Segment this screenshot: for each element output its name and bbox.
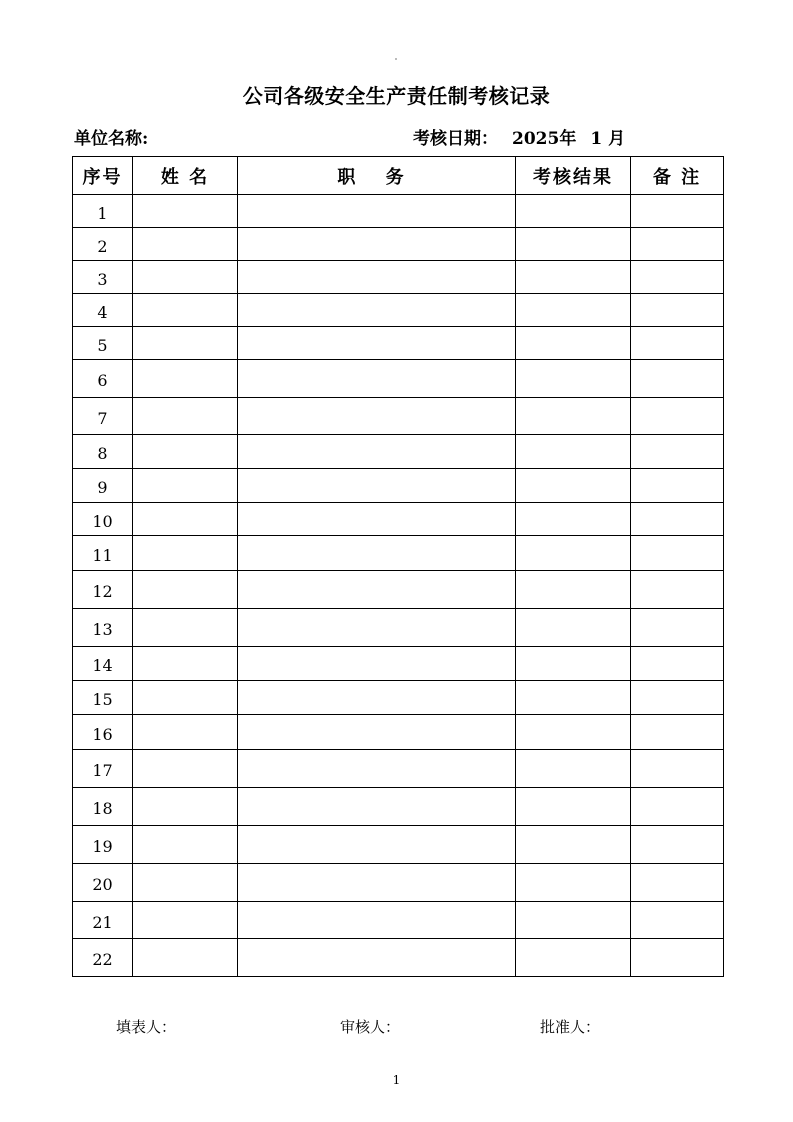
cell-seq: 16 bbox=[73, 715, 133, 750]
cell-position[interactable] bbox=[238, 536, 516, 571]
cell-seq: 2 bbox=[73, 228, 133, 261]
cell-result[interactable] bbox=[516, 536, 631, 571]
table-row bbox=[73, 939, 724, 977]
cell-position[interactable] bbox=[238, 435, 516, 469]
cell-name[interactable] bbox=[133, 681, 238, 715]
table-row bbox=[73, 681, 724, 715]
cell-position[interactable] bbox=[238, 503, 516, 536]
cell-seq: 10 bbox=[73, 503, 133, 536]
cell-result[interactable] bbox=[516, 864, 631, 902]
table-row bbox=[73, 571, 724, 609]
table-row bbox=[73, 715, 724, 750]
table-row bbox=[73, 294, 724, 327]
cell-remarks[interactable] bbox=[631, 261, 724, 294]
cell-name[interactable] bbox=[133, 864, 238, 902]
cell-seq: 3 bbox=[73, 261, 133, 294]
cell-result[interactable] bbox=[516, 788, 631, 826]
cell-remarks[interactable] bbox=[631, 750, 724, 788]
cell-remarks[interactable] bbox=[631, 469, 724, 503]
cell-remarks[interactable] bbox=[631, 864, 724, 902]
assessment-table bbox=[72, 156, 724, 977]
cell-name[interactable] bbox=[133, 360, 238, 398]
cell-name[interactable] bbox=[133, 469, 238, 503]
date-label: 考核日期： bbox=[413, 129, 498, 149]
cell-name[interactable] bbox=[133, 261, 238, 294]
cell-seq: 18 bbox=[73, 788, 133, 826]
cell-result[interactable] bbox=[516, 571, 631, 609]
date-year: 2025年 bbox=[512, 129, 577, 149]
table-row bbox=[73, 195, 724, 228]
cell-seq: 5 bbox=[73, 327, 133, 360]
cell-remarks[interactable] bbox=[631, 360, 724, 398]
cell-remarks[interactable] bbox=[631, 294, 724, 327]
header-seq: 序号 bbox=[73, 157, 133, 195]
cell-position[interactable] bbox=[238, 826, 516, 864]
table-row bbox=[73, 788, 724, 826]
date-month: 1 月 bbox=[590, 129, 626, 149]
cell-result[interactable] bbox=[516, 228, 631, 261]
cell-remarks[interactable] bbox=[631, 571, 724, 609]
table-row bbox=[73, 469, 724, 503]
cell-position[interactable] bbox=[238, 469, 516, 503]
cell-remarks[interactable] bbox=[631, 609, 724, 647]
cell-remarks[interactable] bbox=[631, 647, 724, 681]
cell-remarks[interactable] bbox=[631, 195, 724, 228]
document-title: 公司各级安全生产责任制考核记录 bbox=[242, 84, 551, 108]
cell-result[interactable] bbox=[516, 902, 631, 939]
cell-name[interactable] bbox=[133, 294, 238, 327]
cell-name[interactable] bbox=[133, 503, 238, 536]
approver-signature-label: 批准人： bbox=[540, 1018, 601, 1036]
cell-seq: 14 bbox=[73, 647, 133, 681]
cell-name[interactable] bbox=[133, 750, 238, 788]
cell-result[interactable] bbox=[516, 327, 631, 360]
cell-position[interactable] bbox=[238, 398, 516, 435]
cell-seq: 17 bbox=[73, 750, 133, 788]
cell-name[interactable] bbox=[133, 435, 238, 469]
cell-result[interactable] bbox=[516, 360, 631, 398]
cell-seq: 7 bbox=[73, 398, 133, 435]
cell-result[interactable] bbox=[516, 750, 631, 788]
table-row bbox=[73, 503, 724, 536]
cell-result[interactable] bbox=[516, 435, 631, 469]
cell-remarks[interactable] bbox=[631, 398, 724, 435]
cell-name[interactable] bbox=[133, 826, 238, 864]
cell-name[interactable] bbox=[133, 327, 238, 360]
cell-name[interactable] bbox=[133, 228, 238, 261]
cell-result[interactable] bbox=[516, 647, 631, 681]
cell-result[interactable] bbox=[516, 294, 631, 327]
cell-result[interactable] bbox=[516, 261, 631, 294]
cell-seq: 13 bbox=[73, 609, 133, 647]
cell-seq: 20 bbox=[73, 864, 133, 902]
cell-position[interactable] bbox=[238, 750, 516, 788]
cell-remarks[interactable] bbox=[631, 435, 724, 469]
cell-result[interactable] bbox=[516, 681, 631, 715]
cell-name[interactable] bbox=[133, 571, 238, 609]
cell-name[interactable] bbox=[133, 788, 238, 826]
cell-position[interactable] bbox=[238, 294, 516, 327]
cell-name[interactable] bbox=[133, 536, 238, 571]
header-position: 职 务 bbox=[238, 157, 516, 195]
table-row bbox=[73, 864, 724, 902]
table-row bbox=[73, 647, 724, 681]
table-row bbox=[73, 228, 724, 261]
assessment-date bbox=[413, 124, 625, 149]
cell-remarks[interactable] bbox=[631, 536, 724, 571]
table-row bbox=[73, 609, 724, 647]
cell-seq: 22 bbox=[73, 939, 133, 977]
cell-position[interactable] bbox=[238, 864, 516, 902]
cell-result[interactable] bbox=[516, 503, 631, 536]
cell-name[interactable] bbox=[133, 609, 238, 647]
scan-dot bbox=[395, 58, 397, 60]
cell-result[interactable] bbox=[516, 715, 631, 750]
table-row bbox=[73, 902, 724, 939]
cell-result[interactable] bbox=[516, 609, 631, 647]
cell-position[interactable] bbox=[238, 228, 516, 261]
cell-remarks[interactable] bbox=[631, 327, 724, 360]
table-row bbox=[73, 536, 724, 571]
cell-seq: 9 bbox=[73, 469, 133, 503]
cell-result[interactable] bbox=[516, 195, 631, 228]
page-number: 1 bbox=[392, 1073, 401, 1087]
table-row bbox=[73, 327, 724, 360]
cell-seq: 19 bbox=[73, 826, 133, 864]
cell-position[interactable] bbox=[238, 715, 516, 750]
cell-result[interactable] bbox=[516, 826, 631, 864]
table-row bbox=[73, 360, 724, 398]
cell-remarks[interactable] bbox=[631, 715, 724, 750]
cell-remarks[interactable] bbox=[631, 681, 724, 715]
cell-result[interactable] bbox=[516, 469, 631, 503]
cell-position[interactable] bbox=[238, 788, 516, 826]
cell-name[interactable] bbox=[133, 398, 238, 435]
cell-position[interactable] bbox=[238, 360, 516, 398]
cell-remarks[interactable] bbox=[631, 228, 724, 261]
table-row bbox=[73, 398, 724, 435]
cell-remarks[interactable] bbox=[631, 939, 724, 977]
cell-position[interactable] bbox=[238, 939, 516, 977]
cell-name[interactable] bbox=[133, 902, 238, 939]
cell-seq: 1 bbox=[73, 195, 133, 228]
cell-name[interactable] bbox=[133, 647, 238, 681]
unit-name-label: 单位名称: bbox=[74, 129, 149, 149]
table-header-row bbox=[73, 157, 724, 195]
reviewer-signature-label: 审核人： bbox=[340, 1018, 401, 1036]
cell-seq: 8 bbox=[73, 435, 133, 469]
cell-name[interactable] bbox=[133, 195, 238, 228]
cell-position[interactable] bbox=[238, 902, 516, 939]
cell-position[interactable] bbox=[238, 195, 516, 228]
table-body bbox=[73, 195, 724, 977]
cell-seq: 15 bbox=[73, 681, 133, 715]
cell-seq: 11 bbox=[73, 536, 133, 571]
table-row bbox=[73, 826, 724, 864]
cell-position[interactable] bbox=[238, 647, 516, 681]
cell-remarks[interactable] bbox=[631, 503, 724, 536]
cell-position[interactable] bbox=[238, 571, 516, 609]
table-row bbox=[73, 750, 724, 788]
cell-result[interactable] bbox=[516, 939, 631, 977]
table-row bbox=[73, 261, 724, 294]
cell-result[interactable] bbox=[516, 398, 631, 435]
header-result: 考核结果 bbox=[516, 157, 631, 195]
cell-name[interactable] bbox=[133, 715, 238, 750]
cell-seq: 6 bbox=[73, 360, 133, 398]
cell-position[interactable] bbox=[238, 681, 516, 715]
cell-position[interactable] bbox=[238, 609, 516, 647]
cell-position[interactable] bbox=[238, 261, 516, 294]
filler-signature-label: 填表人： bbox=[116, 1018, 177, 1036]
header-name: 姓 名 bbox=[133, 157, 238, 195]
cell-seq: 12 bbox=[73, 571, 133, 609]
cell-position[interactable] bbox=[238, 327, 516, 360]
cell-remarks[interactable] bbox=[631, 788, 724, 826]
cell-seq: 4 bbox=[73, 294, 133, 327]
cell-remarks[interactable] bbox=[631, 902, 724, 939]
cell-remarks[interactable] bbox=[631, 826, 724, 864]
cell-seq: 21 bbox=[73, 902, 133, 939]
table-row bbox=[73, 435, 724, 469]
cell-name[interactable] bbox=[133, 939, 238, 977]
header-remarks: 备 注 bbox=[631, 157, 724, 195]
